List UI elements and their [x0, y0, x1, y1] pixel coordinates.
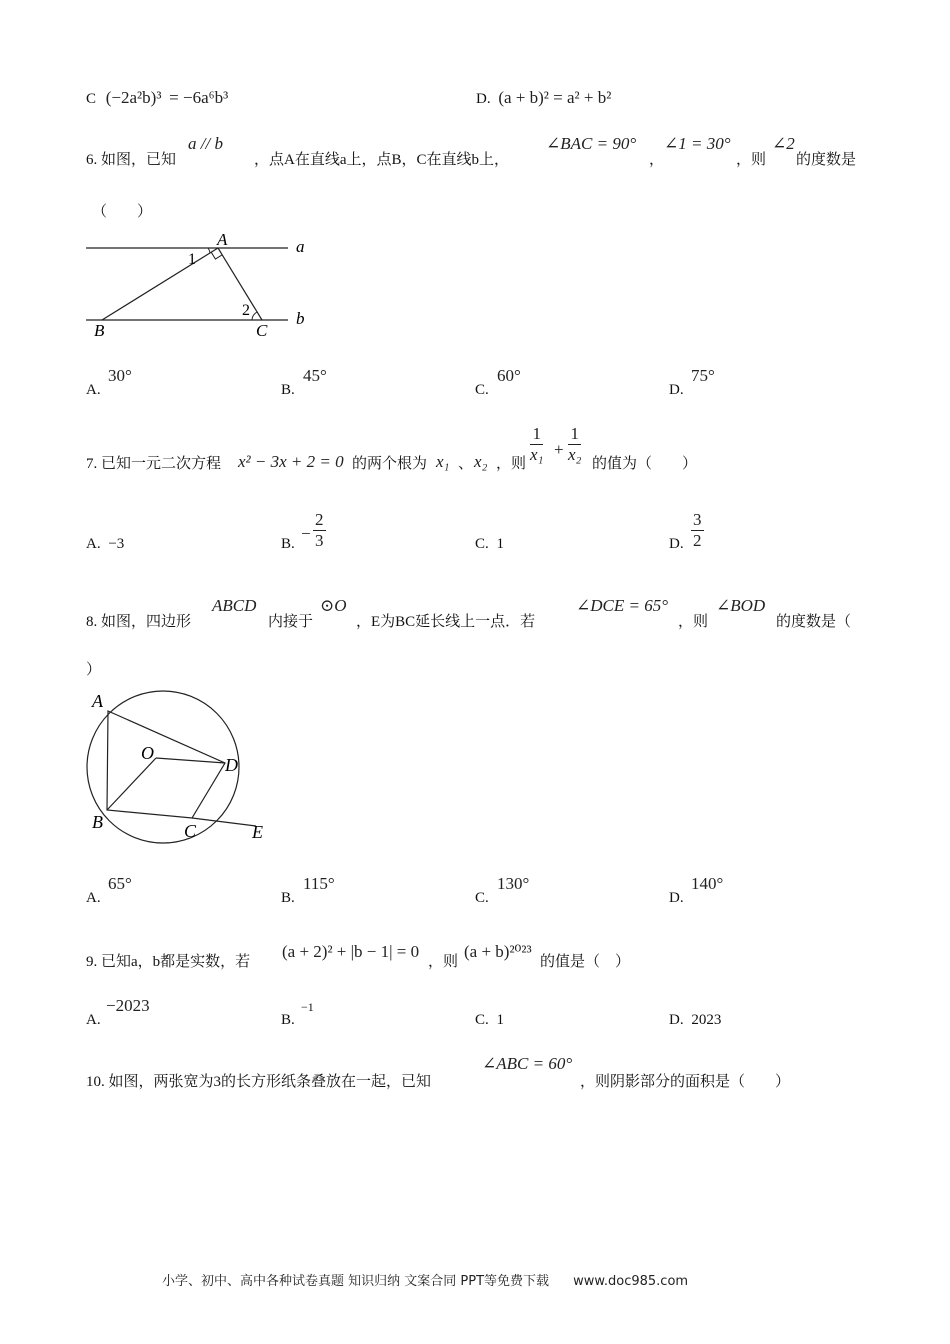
option-value: 65° [108, 874, 132, 893]
question-text: 10. 如图，两张宽为3的长方形纸条叠放在一起，已知 [86, 1074, 432, 1090]
option-value: −3 [108, 536, 125, 552]
question-text: 的值为（ ） [592, 456, 698, 472]
question-text: 内接于 [268, 614, 314, 630]
option-label: C [86, 91, 97, 107]
question-text: ，则 [428, 954, 459, 970]
option-value: 130° [497, 874, 530, 893]
question-text: 6. 如图，已知 [86, 152, 177, 168]
question-text: 、 [458, 456, 474, 472]
circle-o [87, 691, 239, 843]
option-label: B. [281, 536, 295, 552]
label-O: O [141, 743, 154, 763]
q7-options [86, 510, 886, 558]
question-text: ，E为BC延长线上一点．若 [356, 614, 536, 630]
question-text: ） [86, 662, 102, 678]
math-fraction [691, 510, 704, 551]
question-text: 的度数是（ [776, 614, 852, 630]
label-E: E [252, 822, 263, 842]
math-angle: ∠BOD [716, 596, 766, 615]
label-a: a [296, 237, 305, 256]
option-label: C. [475, 382, 489, 398]
q9-option-c [475, 1012, 504, 1029]
q6-figure [80, 228, 320, 343]
numerator: 1 [530, 424, 543, 445]
math-expression: (a + b)²⁰²³ [464, 942, 532, 961]
numerator: 1 [568, 424, 581, 445]
denominator: 3 [315, 531, 324, 550]
footer-url[interactable]: www.doc985.com [573, 1274, 689, 1289]
option-label: C. [475, 1012, 489, 1028]
math-figure-name: ABCD [212, 596, 257, 615]
math-expression: = −6a⁶b³ [169, 88, 229, 107]
question-text: ，点A在直线a上，点B，C在直线b上， [254, 152, 510, 168]
option-label: B. [281, 382, 295, 398]
label-B: B [92, 812, 103, 832]
segment-ab [102, 248, 218, 320]
angle-1-arc [208, 248, 210, 253]
option-label: A. [86, 382, 101, 398]
q9-stem [86, 936, 876, 968]
numerator: 3 [693, 510, 702, 529]
q7-stem [86, 424, 886, 476]
question-text: ，则 [678, 614, 709, 630]
label-1: 1 [188, 251, 196, 268]
option-label: D. [476, 91, 491, 107]
label-A: A [92, 691, 103, 711]
plus-sign: + [554, 440, 564, 459]
option-value: 30° [108, 366, 132, 385]
option-label: A. [86, 890, 101, 906]
option-label: B. [281, 890, 295, 906]
label-C: C [256, 321, 268, 340]
footer [162, 1270, 688, 1289]
option-label: A. [86, 536, 101, 552]
label-b: b [296, 309, 305, 328]
math-condition: (a + 2)² + |b − 1| = 0 [282, 942, 420, 961]
math-fraction [313, 510, 326, 551]
q8-options [86, 874, 886, 906]
q6-stem [86, 134, 876, 168]
angle-2-arc [252, 312, 257, 320]
label-A: A [217, 230, 228, 249]
question-text: 的度数是 [796, 152, 857, 168]
option-label: C. [475, 890, 489, 906]
question-text: 的值是（ ） [540, 954, 631, 970]
question-text: 8. 如图，四边形 [86, 614, 192, 630]
option-value: 140° [691, 874, 724, 893]
option-value: −1 [301, 1000, 314, 1014]
answer-paren: （ ） [92, 204, 153, 220]
numerator: 2 [315, 510, 324, 529]
math-target: ∠2 [772, 134, 795, 153]
math-condition: ∠BAC = 90° [546, 134, 637, 153]
math-circle: ⊙O [320, 596, 347, 615]
option-label: D. [669, 536, 684, 552]
option-value: 60° [497, 366, 521, 385]
option-value: 75° [691, 366, 715, 385]
q8-stem [86, 596, 876, 628]
math-root: x₁ [436, 452, 450, 471]
math-expression: (−2a²b)³ [105, 88, 162, 107]
option-value: 1 [496, 1012, 505, 1028]
question-text: ， [649, 152, 665, 168]
math-root: x₂ [474, 452, 488, 471]
math-expression: (a + b)² = a² + b² [498, 88, 612, 107]
math-angle: ∠DCE = 65° [576, 596, 669, 615]
q7-option-a [86, 536, 124, 553]
minus-sign: − [301, 524, 311, 543]
math-equation: x² − 3x + 2 = 0 [238, 452, 344, 471]
option-value: 1 [496, 536, 505, 552]
label-B: B [94, 321, 105, 340]
option-label: A. [86, 1012, 101, 1028]
segment-ac [218, 248, 262, 320]
question-text: ，则 [496, 456, 527, 472]
option-value: 45° [303, 366, 327, 385]
question-text: 9. 已知a，b都是实数，若 [86, 954, 251, 970]
segment-bo [107, 758, 156, 810]
q6-options [86, 366, 886, 398]
option-label: D. [669, 382, 684, 398]
question-text: 7. 已知一元二次方程 [86, 456, 222, 472]
denominator: 2 [693, 531, 702, 550]
option-label: D. [669, 1012, 684, 1028]
option-label: C. [475, 536, 489, 552]
math-condition: ∠1 = 30° [664, 134, 731, 153]
option-label: D. [669, 890, 684, 906]
question-text: ，则 [736, 152, 767, 168]
denominator: x₂ [568, 445, 582, 464]
question-text: 的两个根为 [352, 456, 428, 472]
label-2: 2 [242, 302, 250, 319]
q7-option-c [475, 536, 504, 553]
q9-option-d [669, 1012, 721, 1029]
q5-option-d [476, 88, 611, 108]
denominator: x₁ [530, 445, 544, 464]
quadrilateral-abcd [107, 711, 225, 818]
q8-figure [80, 684, 280, 844]
q5-option-c [86, 88, 228, 108]
label-D: D [225, 755, 238, 775]
footer-text: 小学、初中、高中各种试卷真题 知识归纳 文案合同 PPT等免费下载 [162, 1274, 550, 1289]
option-value: −2023 [106, 996, 150, 1015]
extension-ce [192, 818, 256, 826]
q9-options [86, 996, 886, 1030]
option-value: 115° [303, 874, 335, 893]
math-fraction [530, 424, 543, 465]
question-text: ，则阴影部分的面积是（ ） [580, 1074, 791, 1090]
option-value: 2023 [691, 1012, 722, 1028]
math-angle: ∠ABC = 60° [482, 1054, 573, 1073]
label-C: C [184, 821, 197, 841]
math-fraction [568, 424, 581, 465]
option-label: B. [281, 1012, 295, 1028]
q10-stem [86, 1054, 876, 1090]
math-condition: a // b [188, 134, 223, 153]
